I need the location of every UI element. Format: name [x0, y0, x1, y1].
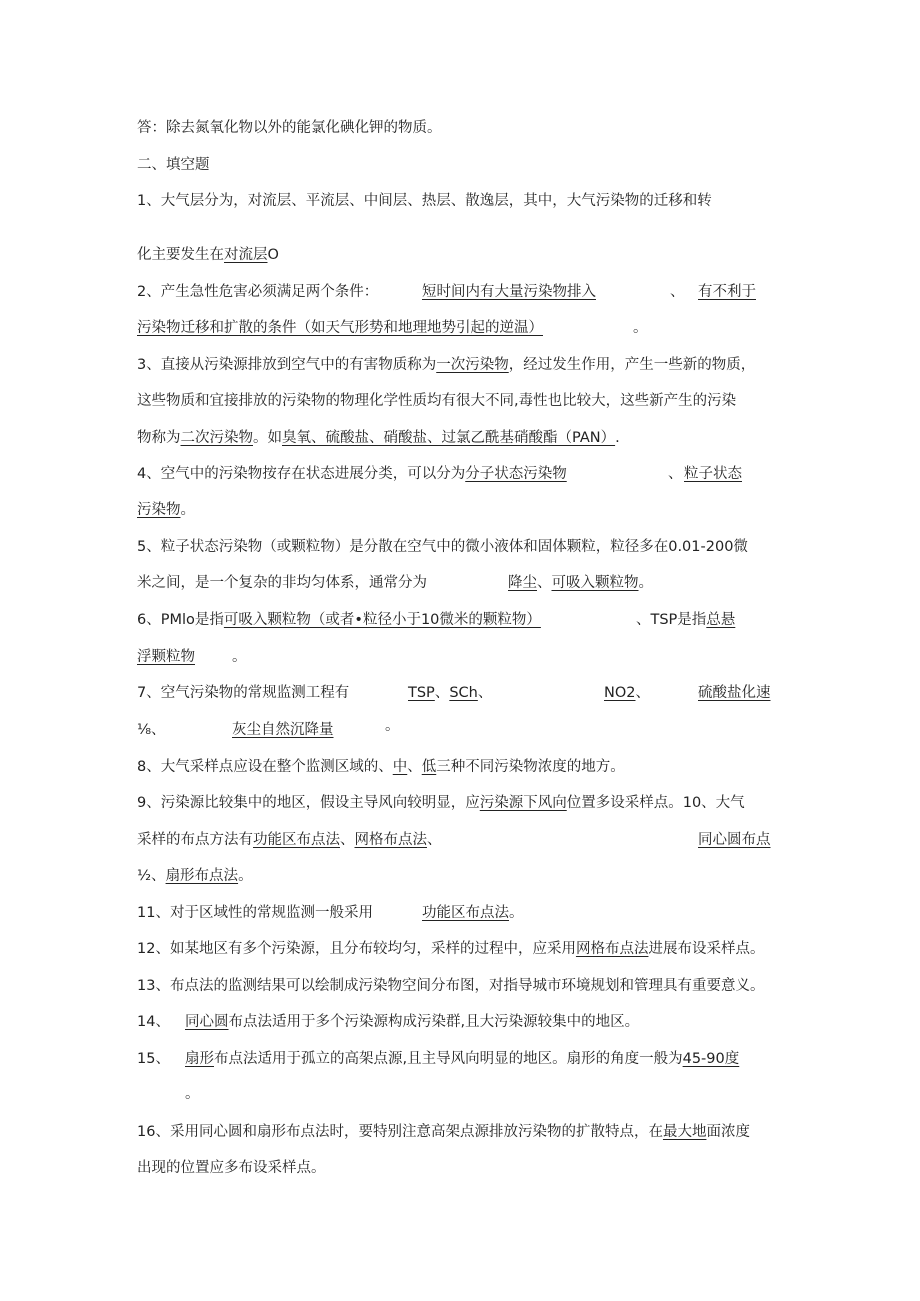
q6-tsp: [636, 610, 735, 630]
q13-line: [137, 976, 764, 996]
text: 。: [180, 502, 195, 518]
text: 位置多设采样点。10、大气: [566, 795, 745, 811]
answer-blank: 短时间内有大量污染物排入: [422, 284, 596, 300]
answer-blank: 网格布点法: [575, 941, 649, 957]
answer-blank: 对流层: [224, 247, 268, 263]
answer-blank: 二次污染物: [180, 430, 253, 446]
text: 。: [638, 575, 653, 591]
q4-line1: [137, 464, 567, 484]
answer-blank: 同心圆: [185, 1014, 229, 1030]
answer-blank: 污染物: [137, 502, 181, 518]
answer-blank: 网格布点法: [354, 832, 427, 848]
text: 面浓度: [706, 1124, 750, 1140]
text: 、: [537, 575, 552, 591]
q16-line1: [137, 1122, 750, 1142]
q14-number: 14、: [137, 1014, 170, 1030]
answer-blank: NO2: [604, 685, 636, 701]
q7-no2: [604, 683, 650, 703]
q4-line2: [137, 500, 195, 520]
text: 、: [635, 685, 650, 701]
answer-blank: 浮颗粒物: [137, 649, 195, 665]
answer-blank: 同心圆布点: [698, 832, 771, 848]
text: 、: [427, 832, 442, 848]
period: 。: [185, 1086, 200, 1102]
text: 5、粒子状态污染物（或颗粒物）是分散在空气中的微小液体和固体颗粒，粒径多在0.01-200微: [137, 539, 748, 555]
answer-blank: 低: [421, 759, 437, 775]
text: 。: [509, 905, 524, 921]
q10-line2: [137, 866, 253, 886]
text: 9、污染源比较集中的地区，假设主导风向较明显，应: [137, 795, 480, 811]
text: 。如: [253, 430, 282, 446]
answer-blank: 扇形布点法: [165, 868, 239, 884]
text: 、TSP是指: [636, 612, 707, 628]
answer-blank: 污染物迁移和扩散的条件（如天气形势和地理地势引起的逆温）: [137, 320, 543, 336]
answer-blank: 污染源下风向: [479, 795, 567, 811]
q7-line2-answer: [232, 720, 334, 740]
q7-line1: [137, 683, 349, 703]
answer-blank: SCh: [449, 685, 478, 701]
q9-line1: [137, 793, 745, 813]
answer-blank: 有不利于: [698, 284, 756, 300]
text: 、: [477, 685, 493, 701]
text: O: [267, 247, 279, 263]
text: 3、直接从污染源排放到空气中的有害物质称为: [137, 357, 437, 373]
text: 采样的布点方法有: [137, 832, 253, 848]
text: 二、填空题: [137, 157, 210, 173]
text: 13、布点法的监测结果可以绘制成污染物空间分布图，对指导城市环境规划和管理具有重要意义。: [137, 978, 765, 994]
answer-blank: 最大地: [662, 1124, 707, 1140]
q8-line1: [137, 757, 625, 777]
q15-number: 15、: [137, 1051, 170, 1067]
text: 布点法适用于孤立的高架点源,且主导风向明显的地区。扇形的角度一般为: [214, 1051, 683, 1067]
text: ½、: [137, 868, 166, 884]
q15-line: [185, 1049, 739, 1069]
answer-blank: 分子状态污染物: [465, 466, 567, 482]
q3-line2: [137, 391, 736, 411]
text: 、: [407, 759, 422, 775]
answer-blank: 粒子状态: [684, 466, 742, 482]
text: 7、空气污染物的常规监测工程有: [137, 685, 350, 701]
q2-line2: [137, 318, 543, 338]
q11-line: [137, 903, 373, 923]
text: 2、产生急性危害必须满足两个条件：: [137, 284, 379, 300]
text: 、: [378, 759, 393, 775]
q3-line1: [137, 355, 755, 375]
answer-blank: 降尘: [508, 575, 537, 591]
text: 16、采用同心圆和扇形布点法时，要特别注意高架点源排放污染物的扩散特点，在: [137, 1124, 663, 1140]
q2-line1: [137, 282, 378, 302]
text: 出现的位置应多布设采样点。: [137, 1160, 326, 1176]
text: 、: [340, 832, 355, 848]
q7-line2-prefix: ⅛、: [137, 722, 166, 738]
separator: 、: [668, 466, 683, 482]
q12-line: [137, 939, 764, 959]
q5-answers: [508, 573, 653, 593]
answer-line: [137, 118, 442, 138]
answer-blank: 一次污染物: [436, 357, 509, 373]
answer-blank: 功能区布点法: [253, 832, 340, 848]
answer-blank: 灰尘自然沉降量: [232, 722, 334, 738]
text: 4、空气中的污染物按存在状态进展分类，可以分为: [137, 466, 466, 482]
q6-line2: [137, 647, 195, 667]
q1-line1: [137, 191, 712, 211]
answer-blank: 臭氧、硫酸盐、硝酸盐、过氯乙酰基硝酸酯（PAN）: [282, 430, 616, 446]
q14-line: [185, 1012, 639, 1032]
q1-line2: [137, 245, 279, 265]
text: 物称为: [137, 430, 181, 446]
text: ，经过发生作用，产生一些新的物质，: [508, 357, 756, 373]
answer-blank: 可吸入颗粒物（或者•粒径小于10微米的颗粒物）: [223, 612, 541, 628]
text: 1、大气层分为，对流层、平流层、中间层、热层、散逸层，其中，大气污染物的迁移和转: [137, 193, 712, 209]
text: 进展布设采样点。: [648, 941, 765, 957]
q11-answer: [422, 903, 524, 923]
text: 这些物质和宜接排放的污染物的物理化学性质均有很大不同,毒性也比较大，这些新产生的污染: [137, 393, 737, 409]
text: 6、PMlo是指: [137, 612, 224, 628]
q3-line3: [137, 428, 620, 448]
answer-blank: 功能区布点法: [422, 905, 509, 921]
period: 。: [633, 320, 648, 336]
answer-blank: 硫酸盐化速: [698, 685, 771, 701]
text: 8、大气采样点应设在整个监测区域的: [137, 759, 379, 775]
q10-line1: [137, 830, 442, 850]
q16-line2: [137, 1158, 326, 1178]
answer-blank: TSP: [408, 685, 435, 701]
answer-blank: 45-90度: [682, 1051, 740, 1067]
text: 三种不同污染物浓度的地方。: [436, 759, 625, 775]
text: 12、如某地区有多个污染源，且分布较均匀，采样的过程中，应采用: [137, 941, 576, 957]
answer-blank: 总悬: [706, 612, 736, 628]
period: 。: [232, 649, 247, 665]
answer-blank: 中: [392, 759, 408, 775]
text: 11、对于区域性的常规监测一般采用: [137, 905, 373, 921]
text: 化主要发生在: [137, 247, 224, 263]
q7-items: [408, 683, 492, 703]
answer-blank: 扇形: [185, 1051, 214, 1067]
section-title: [137, 155, 210, 175]
separator: 、: [670, 284, 685, 300]
text: 。: [238, 868, 253, 884]
text: 、: [434, 685, 450, 701]
period: 。: [385, 718, 400, 734]
text: 答：除去氮氧化物以外的能氯化碘化钾的物质。: [137, 120, 442, 136]
q5-line2: [137, 573, 427, 593]
text: 布点法适用于多个污染源构成污染群,且大污染源较集中的地区。: [228, 1014, 640, 1030]
answer-blank: 可吸入颗粒物: [551, 575, 639, 591]
text: .: [615, 430, 620, 446]
q6-line1: [137, 610, 541, 630]
text: 米之间，是一个复杂的非均匀体系，通常分为: [137, 575, 427, 591]
q5-line1: [137, 537, 748, 557]
